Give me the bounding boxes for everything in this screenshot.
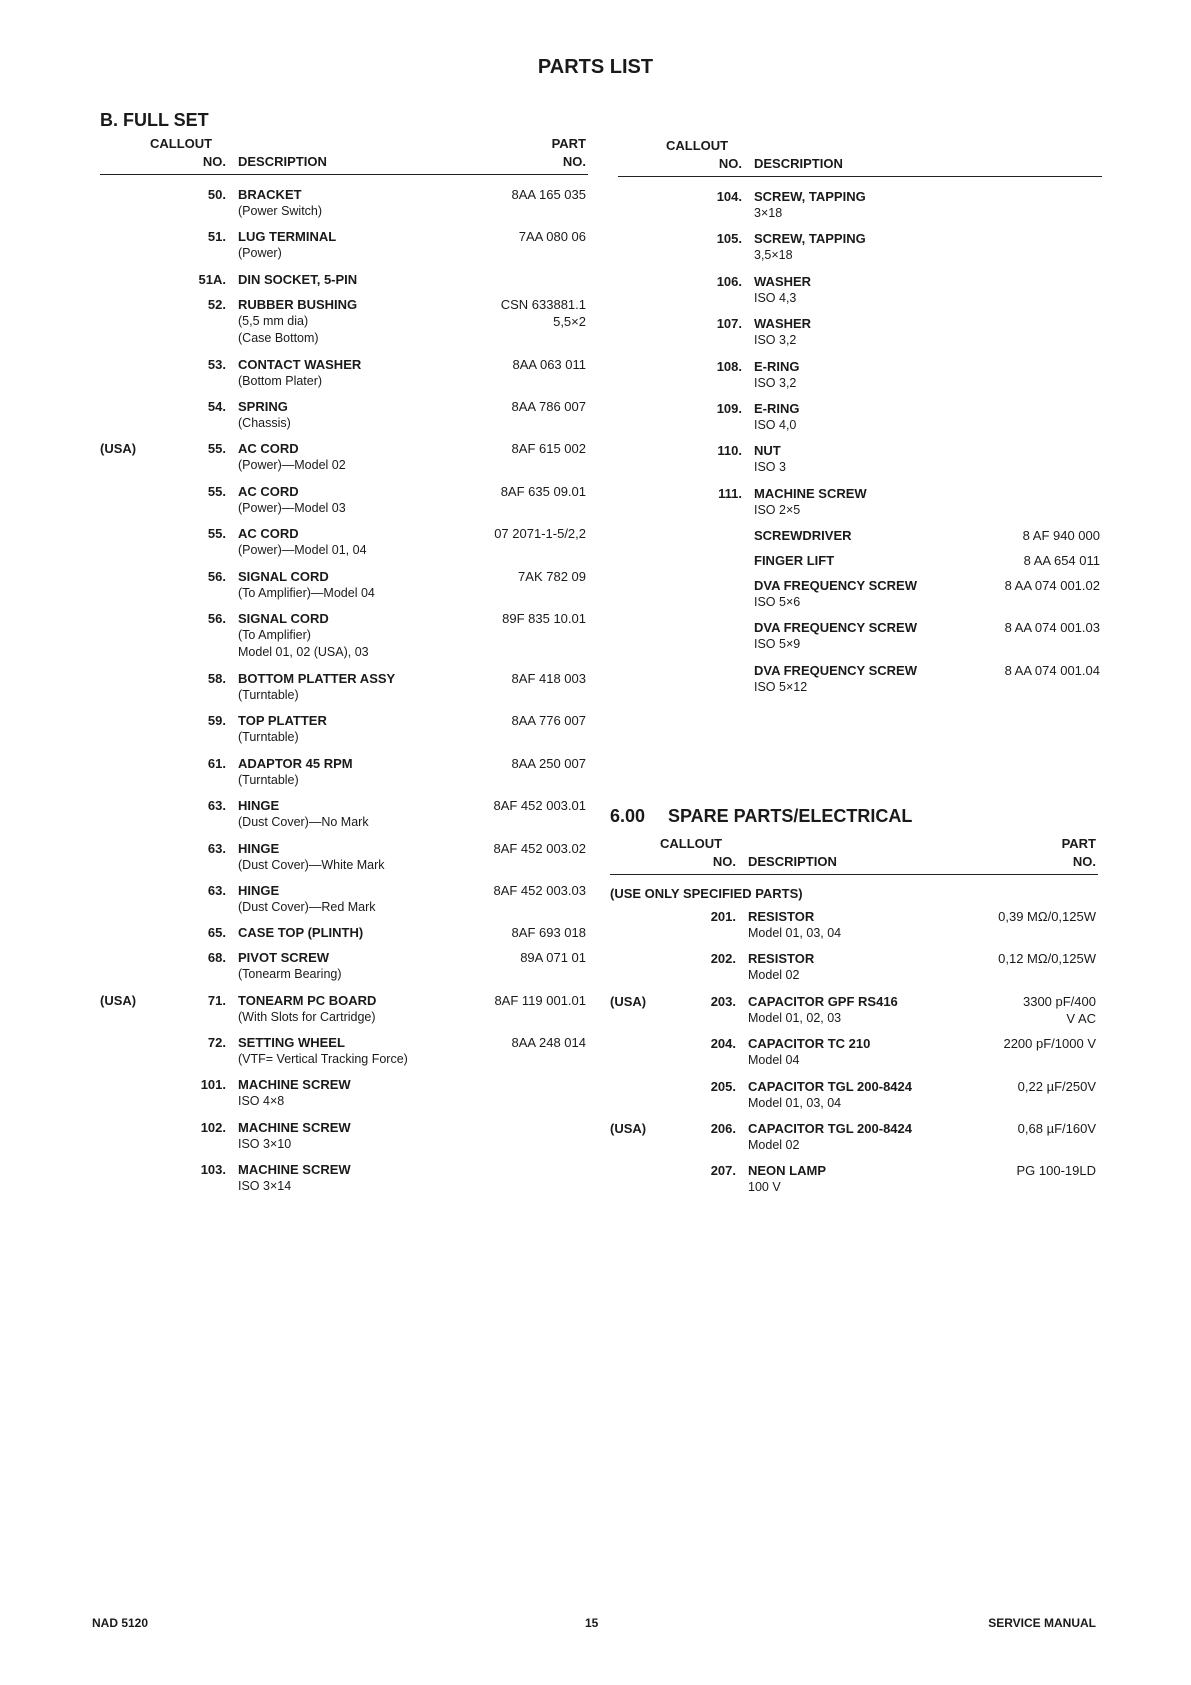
callout-number: 68. [207,950,226,966]
part-detail: (5,5 mm dia) [238,313,309,328]
part-number [896,1120,1096,1137]
part-number [900,552,1100,569]
part-name: SPRING [238,399,288,414]
part-detail: (Power Switch) [238,204,323,218]
part-number-line: 8 AA 074 001.04 [1004,662,1100,678]
callout-number: 63. [207,840,226,856]
part-description [238,1119,351,1153]
part-number-line: CSN 633881.1 [500,296,586,312]
part-description [238,992,376,1026]
part-description [754,230,866,264]
full-set-heading: B. FULL SET [100,110,209,130]
part-description [754,400,800,434]
part-number-line: 8AF 615 002 [511,441,586,457]
part-description [754,527,852,544]
part-number-line: 8 AA 654 011 [1023,553,1100,568]
part-number [386,398,586,415]
part-number-line: 3300 pF/400 [1022,993,1096,1009]
part-detail: ISO 4,0 [754,418,797,432]
part-detail: (With Slots for Cartridge) [238,1009,376,1024]
part-description [238,1161,351,1195]
callout-number: 63. [207,883,226,898]
callout-number: 106. [716,273,742,289]
part-name: HINGE [238,883,280,898]
part-number-line: 8AA 776 007 [511,713,586,729]
part-detail: (To Amplifier) [238,628,311,642]
part-number [896,1078,1096,1095]
part-name: CASE TOP (PLINTH) [238,925,364,941]
part-detail: ISO 3 [754,460,786,475]
part-name: SIGNAL CORD [238,611,329,626]
part-number-line: 8AF 452 003.01 [493,798,586,814]
callout-number: 55. [207,441,226,457]
part-detail: ISO 2×5 [754,502,801,517]
part-detail: (Bottom Plater) [238,373,323,388]
part-number [900,662,1100,679]
part-description [238,398,291,432]
part-number [900,619,1100,636]
part-description [748,1078,912,1112]
part-detail: (Turntable) [238,730,299,745]
part-number-line: 8AA 250 007 [511,755,586,771]
part-description [748,1162,826,1196]
part-description [748,908,841,942]
part-detail: ISO 3,2 [754,333,797,348]
callout-number: 110. [717,443,742,459]
part-number [386,610,586,627]
col-callout: CALLOUT [150,136,213,151]
part-detail: (Dust Cover)—No Mark [238,815,369,830]
part-name: LUG TERMINAL [238,229,337,245]
part-detail: ISO 3×10 [238,1136,292,1151]
part-number [896,950,1096,967]
part-number-line: 89F 835 10.01 [502,611,586,626]
callout-number: 72. [207,1035,226,1050]
part-detail: 3,5×18 [754,248,793,263]
part-detail: Model 01, 02, 03 [748,1010,842,1025]
part-description [238,712,327,746]
part-name: MACHINE SCREW [238,1077,351,1093]
spare-col-part: PART [1061,836,1096,851]
callout-number: 206. [710,1121,736,1136]
part-detail: Model 02 [748,1138,800,1152]
part-number-line: 89A 071 01 [520,950,586,966]
part-number-line: 8 AA 074 001.03 [1004,620,1100,636]
part-number-line: 8 AA 074 001.02 [1004,577,1100,593]
part-number [386,440,586,457]
callout-number: 54. [207,399,226,414]
part-description [238,440,346,474]
callout-number: 103. [200,1162,226,1178]
part-description [238,186,322,220]
right-header-rule [618,176,1102,177]
footer-manual: SERVICE MANUAL [988,1616,1096,1630]
spare-col-callout: CALLOUT [660,836,723,851]
part-description [754,358,800,392]
callout-number: 59. [207,713,226,729]
part-name: DVA FREQUENCY SCREW [754,577,917,593]
region-note: (USA) [610,1121,647,1136]
part-name: HINGE [238,840,280,856]
part-name: CAPACITOR TC 210 [748,1036,871,1052]
part-description [748,993,898,1027]
part-number [896,1035,1096,1052]
part-name: SIGNAL CORD [238,568,329,584]
part-description [238,356,361,390]
part-name: E-RING [754,401,800,416]
callout-number: 56. [207,611,226,626]
part-number [386,568,586,585]
part-number [386,1034,586,1051]
part-detail: ISO 3,2 [754,375,797,390]
part-description [754,552,834,569]
part-name: RESISTOR [748,951,815,967]
callout-number: 51A. [198,271,226,287]
part-number [386,992,586,1009]
part-detail: (Dust Cover)—White Mark [238,857,385,872]
callout-number: 65. [207,925,226,941]
part-number-line: 0,39 MΩ/0,125W [998,909,1096,924]
part-description [238,924,363,941]
part-description [238,1076,351,1110]
callout-number: 53. [207,356,226,372]
header-rule [100,174,588,175]
part-detail: (Power)—Model 02 [238,458,346,473]
part-number-line: 8AA 786 007 [511,399,586,414]
callout-number: 108. [716,358,742,374]
part-number-line: 8AA 248 014 [511,1035,586,1050]
part-description [238,797,369,831]
spare-section-number: 6.00 [610,806,646,826]
callout-number: 52. [207,296,226,312]
part-number [386,296,586,330]
part-description [238,882,376,916]
part-description [238,755,353,789]
callout-number: 104. [716,189,742,204]
part-description [748,1035,870,1069]
part-name: CAPACITOR TGL 200-8424 [748,1078,912,1094]
part-name: SCREWDRIVER [754,528,852,544]
footer-page-number: 15 [585,1616,599,1630]
part-name: ADAPTOR 45 RPM [238,755,353,771]
part-name: TOP PLATTER [238,713,327,729]
part-name: WASHER [754,273,812,289]
callout-number: 205. [710,1078,736,1094]
part-number [386,840,586,857]
callout-number: 61. [207,755,226,771]
part-number [896,908,1096,925]
part-detail: ISO 5×6 [754,594,801,609]
part-name: AC CORD [238,483,299,499]
callout-number: 111. [718,485,742,501]
part-number [386,797,586,814]
part-detail: (Tonearm Bearing) [238,967,342,982]
part-name: MACHINE SCREW [238,1162,351,1178]
part-number-line: 0,12 MΩ/0,125W [998,951,1096,967]
part-name: BRACKET [238,187,302,202]
part-number-line: 5,5×2 [553,313,586,329]
part-name: CAPACITOR GPF RS416 [748,993,898,1009]
part-number [900,527,1100,544]
part-number-line: 0,68 µF/160V [1017,1121,1096,1136]
part-name: DIN SOCKET, 5-PIN [238,271,358,287]
spare-header-rule [610,874,1098,875]
part-detail: (Turntable) [238,688,299,702]
part-number-line: 07 2071-1-5/2,2 [494,526,586,542]
spare-col-part-no: NO. [1072,854,1096,869]
part-description [748,950,814,984]
part-number [386,356,586,373]
part-name: FINGER LIFT [754,553,835,568]
part-detail: ISO 5×12 [754,679,808,694]
region-note: (USA) [100,992,137,1008]
part-name: CONTACT WASHER [238,356,362,372]
part-detail: 3×18 [754,206,783,220]
part-description [754,273,811,307]
part-name: SCREW, TAPPING [754,189,866,204]
part-description [238,840,385,874]
region-note: (USA) [610,993,647,1009]
part-detail: ISO 5×9 [754,637,801,652]
part-name: DVA FREQUENCY SCREW [754,662,917,678]
callout-number: 105. [716,231,742,247]
spare-section-heading: SPARE PARTS/ELECTRICAL [668,806,913,826]
callout-number: 63. [207,798,226,814]
part-number-line: 8AA 063 011 [512,356,586,372]
part-name: RESISTOR [748,909,815,924]
part-description [238,483,346,517]
part-detail: Model 01, 03, 04 [748,926,842,940]
callout-number: 202. [710,951,736,967]
specified-parts-note: (USE ONLY SPECIFIED PARTS) [610,886,803,901]
part-detail: (VTF= Vertical Tracking Force) [238,1052,408,1066]
part-description [748,1120,912,1154]
part-name: BOTTOM PLATTER ASSY [238,671,396,686]
part-number [386,882,586,899]
callout-number: 51. [207,229,226,245]
page-title: PARTS LIST [537,56,654,78]
part-description [754,662,917,696]
callout-number: 50. [207,187,226,202]
spare-col-no: NO. [712,854,736,869]
col-description: DESCRIPTION [238,154,327,169]
right-col-no: NO. [718,156,742,171]
part-number-line: 8AF 635 09.01 [500,483,586,499]
part-number-line: 0,22 µF/250V [1017,1078,1096,1094]
part-name: WASHER [754,316,812,332]
part-number-line: 7AA 080 06 [518,229,586,245]
part-number-line: 8AF 452 003.02 [493,840,586,856]
part-description [238,1034,408,1068]
part-description [754,577,917,611]
part-number [900,577,1100,594]
callout-number: 101. [200,1077,226,1093]
part-description [754,619,917,653]
part-description [238,568,375,602]
part-name: CAPACITOR TGL 200-8424 [748,1121,912,1136]
part-detail: (To Amplifier)—Model 04 [238,585,375,600]
col-part: PART [551,136,586,151]
right-col-description: DESCRIPTION [754,156,843,171]
callout-number: 207. [710,1163,736,1179]
callout-number: 102. [200,1119,226,1135]
col-part-no: NO. [562,154,586,169]
part-detail: Model 02 [748,968,800,983]
part-number [386,670,586,687]
part-description [238,670,395,704]
part-name: DVA FREQUENCY SCREW [754,620,917,636]
part-description [754,485,867,519]
callout-number: 56. [207,568,226,584]
spare-col-description: DESCRIPTION [748,854,837,869]
part-detail: 100 V [748,1180,781,1195]
part-number-line: 2200 pF/1000 V [1003,1036,1096,1052]
part-name: AC CORD [238,526,299,542]
part-name: NEON LAMP [748,1163,826,1179]
part-description [238,271,357,288]
part-number-line: PG 100-19LD [1016,1163,1096,1179]
part-name: AC CORD [238,441,299,457]
callout-number: 71. [207,992,226,1008]
part-detail: ISO 4×8 [238,1094,285,1109]
part-number [386,228,586,245]
part-number-line: 8AF 418 003 [511,671,586,686]
callout-number: 204. [710,1036,736,1052]
part-description [238,949,342,983]
part-name: SCREW, TAPPING [754,231,866,247]
part-number-line: 8AF 693 018 [511,925,586,941]
part-number [386,755,586,772]
part-number [386,949,586,966]
part-number [386,525,586,542]
part-detail: (Chassis) [238,416,291,430]
part-name: SETTING WHEEL [238,1035,345,1050]
part-name: E-RING [754,358,800,374]
part-detail: ISO 3×14 [238,1179,292,1194]
part-detail: Model 01, 03, 04 [748,1095,842,1110]
part-number-line: 8AF 452 003.03 [493,883,586,898]
part-detail: (Turntable) [238,772,299,787]
part-description [754,188,866,222]
part-name: RUBBER BUSHING [238,296,358,312]
callout-number: 55. [207,526,226,542]
part-name: PIVOT SCREW [238,950,330,966]
col-no: NO. [202,154,226,169]
callout-number: 55. [207,483,226,499]
part-detail: (Power) [238,246,282,261]
part-detail: (Power)—Model 01, 04 [238,543,367,558]
part-number [386,186,586,203]
part-description [238,296,357,347]
callout-number: 107. [716,316,742,332]
part-detail: (Dust Cover)—Red Mark [238,900,376,914]
part-detail: ISO 4,3 [754,290,797,305]
callout-number: 203. [710,993,736,1009]
part-number [386,924,586,941]
part-description [754,315,811,349]
part-number [386,712,586,729]
part-number [896,993,1096,1027]
part-description [238,228,336,262]
part-number-line: 8AA 165 035 [511,187,586,202]
part-description [238,610,369,661]
part-number-line: 7AK 782 09 [518,568,586,584]
callout-number: 58. [207,671,226,686]
region-note: (USA) [100,441,137,457]
part-number-line: V AC [1066,1010,1096,1026]
part-name: TONEARM PC BOARD [238,992,377,1008]
part-number [896,1162,1096,1179]
part-name: NUT [754,443,781,459]
footer-model: NAD 5120 [92,1616,149,1630]
part-name: MACHINE SCREW [754,485,867,501]
part-number-line: 8 AF 940 000 [1022,528,1100,544]
part-detail: (Power)—Model 03 [238,500,346,515]
part-description [754,442,786,476]
right-col-callout: CALLOUT [666,138,729,153]
callout-number: 109. [716,401,742,416]
part-detail: Model 04 [748,1053,800,1068]
part-detail: (Case Bottom) [238,330,319,345]
part-description [238,525,367,559]
part-number [386,483,586,500]
part-name: HINGE [238,798,280,814]
callout-number: 201. [710,909,736,924]
part-name: MACHINE SCREW [238,1119,351,1135]
part-number-line: 8AF 119 001.01 [494,992,586,1008]
part-detail: Model 01, 02 (USA), 03 [238,645,369,659]
